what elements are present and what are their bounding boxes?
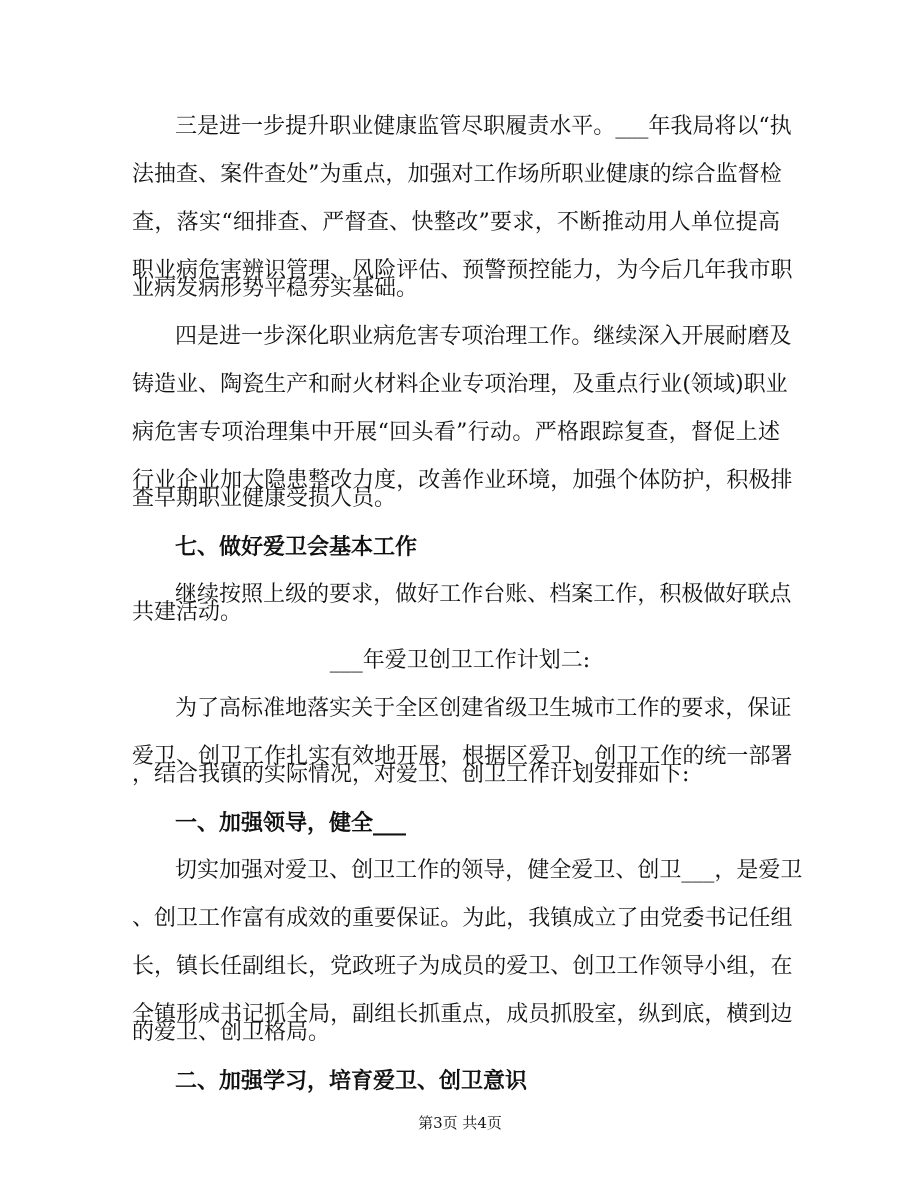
paragraph-line: 三 是 进 一 步 提 升 职 业 健 康 监 管 尽 职 履 责 水 平 。 _ _ _ 年 我 局 将 以 “ 执: [175, 114, 792, 139]
paragraph-line: 病 危 害 专 项 治 理 集 中 开 展 “ 回 头 看 ” 行 动 。 严 格 跟 踪 复 查 ， 督 促 上 述: [132, 420, 780, 445]
paragraph-line: 四 是 进 一 步 深 化 职 业 病 危 害 专 项 治 理 工 作 。 继 续 深 入 开 展 耐 磨 及: [175, 324, 792, 349]
paragraph-line: 业病发病形势平稳夯实基础。: [132, 276, 419, 301]
paragraph-line: 行 业 企 业 加 大 隐 患 整 改 力 度 ， 改 善 作 业 环 境 ， 加 强 个 体 防 护 ， 积 极 排: [132, 468, 793, 493]
paragraph-line: 全 镇 形 成 书 记 抓 全 局 ， 副 组 长 抓 重 点 ， 成 员 抓 股 室 ， 纵 到 底 ， 横 到 边: [132, 1002, 793, 1027]
paragraph-line: 继 续 按 照 上 级 的 要 求 ， 做 好 工 作 台 账 、 档 案 工 作 ， 积 极 做 好 联 点: [175, 582, 792, 607]
paragraph-line: 查早期职业健康受损人员。: [132, 486, 397, 511]
paragraph-line: 铸 造 业 、 陶 瓷 生 产 和 耐 火 材 料 企 业 专 项 治 理 ， 及 重 点 行 业 ( 领 域 ) 职 业: [132, 372, 788, 397]
plan-title: ___年爱卫创卫工作计划二:: [329, 648, 591, 673]
paragraph-line: ，结合我镇的实际情况，对爱卫、创卫工作计划安排如下:: [132, 762, 690, 787]
paragraph-line: 为 了 高 标 准 地 落 实 关 于 全 区 创 建 省 级 卫 生 城 市 工 作 的 要 求 ， 保 证: [175, 696, 792, 721]
section-heading: 七、做好爱卫会基本工作: [175, 534, 418, 560]
section-heading: 一、加强领导，健全___: [175, 810, 407, 836]
paragraph-line: 长 ， 镇 长 任 副 组 长 ， 党 政 班 子 为 成 员 的 爱 卫 、 创 卫 工 作 领 导 小 组 ， 在: [132, 954, 793, 979]
section-heading: 二、加强学习，培育爱卫、创卫意识: [175, 1068, 528, 1094]
page-number: 第3页 共4页: [418, 1114, 502, 1132]
paragraph-line: 爱 卫 、 创 卫 工 作 扎 实 有 效 地 开 展 ， 根 据 区 爱 卫 、 创 卫 工 作 的 统 一 部 署: [132, 744, 793, 769]
paragraph-line: 共建活动。: [132, 600, 243, 625]
paragraph-line: 的爱卫、创卫格局。: [132, 1020, 331, 1045]
paragraph-line: 切 实 加 强 对 爱 卫 、 创 卫 工 作 的 领 导 ， 健 全 爱 卫 、 创 卫 _ _ _ ， 是 爱 卫: [175, 858, 803, 883]
paragraph-line: 法 抽 查 、 案 件 查 处 ” 为 重 点 ， 加 强 对 工 作 场 所 职 业 健 康 的 综 合 监 督 检: [132, 162, 782, 187]
paragraph-line: 职 业 病 危 害 辨 识 管 理 、 风 险 评 估 、 预 警 预 控 能 力 ， 为 今 后 几 年 我 市 职: [132, 258, 793, 283]
paragraph-line: 、 创 卫 工 作 富 有 成 效 的 重 要 保 证 。 为 此 ， 我 镇 成 立 了 由 党 委 书 记 任 组: [132, 906, 793, 931]
paragraph-line: 查 ， 落 实 “ 细 排 查 、 严 督 查 、 快 整 改 ” 要 求 ， 不 断 推 动 用 人 单 位 提 高: [132, 210, 780, 235]
